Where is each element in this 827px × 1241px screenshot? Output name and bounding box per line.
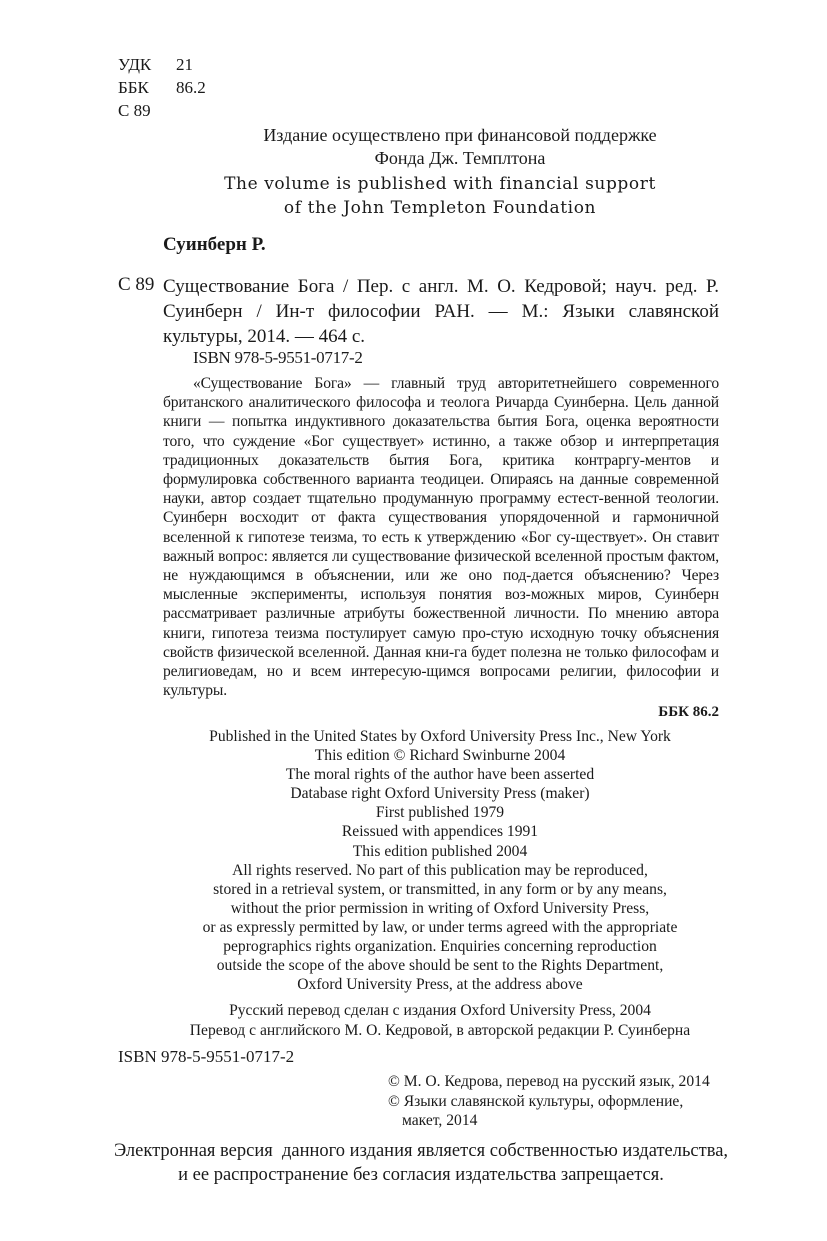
publication-line: peprographics rights organization. Enquiries concerning reproduction [223, 938, 657, 956]
publication-line: This edition © Richard Swinburne 2004 [314, 747, 566, 765]
bibliographic-code: С 89 [118, 274, 155, 295]
publication-line: without the prior permission in writing of Oxford University Press, [230, 899, 650, 917]
support-ru-line: Издание осуществлено при финансовой поддержке [263, 125, 657, 145]
bbk-code-right: ББК 86.2 [658, 704, 719, 720]
publication-line: Published in the United States by Oxford University Press Inc., New York [209, 728, 671, 745]
classification-key: ББК [118, 78, 149, 97]
copyright-line: © М. О. Кедрова, перевод на русский язык, 2014 [388, 1073, 710, 1090]
support-statement-ru [130, 124, 790, 170]
electronic-version-notice [60, 1139, 782, 1187]
isbn-bottom: ISBN 978-5-9551-0717-2 [118, 1047, 295, 1066]
translation-note [120, 1001, 760, 1040]
classification-value: 21 [176, 55, 193, 74]
publication-line: The moral rights of the author have been asserted [285, 766, 595, 784]
classification-value: 86.2 [176, 78, 206, 97]
classification-udk [118, 53, 193, 76]
support-en-line: The volume is published with financial support [224, 174, 656, 194]
classification-key: С 89 [118, 101, 151, 120]
classification-bbk [118, 76, 206, 99]
support-en-line: of the John Templeton Foundation [283, 198, 597, 218]
publication-line: All rights reserved. No part of this publication may be reproduced, [232, 861, 648, 879]
translation-line: Перевод с английского М. О. Кедровой, в авторской редакции Р. Суинберна [189, 1021, 691, 1039]
publication-info [120, 727, 760, 994]
isbn-top: ISBN 978-5-9551-0717-2 [193, 348, 363, 367]
footer-line: Электронная версия данного издания является собственностью издательства, [113, 1141, 729, 1161]
publication-line: Oxford University Press, at the address above [297, 976, 583, 994]
author-heading: Суинберн Р. [163, 234, 266, 255]
publication-line: or as expressly permitted by law, or under terms agreed with the appropriate [202, 918, 678, 936]
support-statement-en [100, 172, 780, 220]
copyright-line: макет, 2014 [402, 1112, 478, 1129]
publication-line: Database right Oxford University Press (maker) [290, 785, 590, 803]
publication-line: This edition published 2004 [352, 842, 528, 860]
bibliographic-text: Существование Бога / Пер. с англ. М. О. Кедровой; науч. ред. Р. Суинберн / Ин-т философии РАН. — М.: Языки славянской культуры, 2014. — 464 с. [163, 276, 719, 347]
publication-line: stored in a retrieval system, or transmitted, in any form or by any means, [213, 880, 667, 898]
abstract-paragraph: «Существование Бога» — главный труд авторитетнейшего современного британского аналитического философа и теолога Ричарда Суинберна. Цель данной книги — попытка индуктивного доказательства бытия Бога, оценка вероятности того, что суждение «Бог существует» истинно, а также обзор и интерпретация традиционных доказательств бытия Бога, критика контраргу-ментов и формулировка собственного варианта теодицеи. Опираясь на данные современной науки, автор создает тщательно продуманную программу естест-венной теологии. Суинберн восходит от факта существования упорядоченной и гармоничной вселенной к гипотезе теизма, то есть к утверждению «Бог су-ществует». Он ставит важный вопрос: является ли существование физической вселенной простым фактом, не нуждающимся в объяснении, или же оно под-дается объяснению? Через мысленные эксперименты, используя понятия воз-можных миров, Суинберн рассматривает различные атрибуты божественной личности. По мнению автора книги, гипотеза теизма постулирует самую про-стую исходную точку объяснения свойств физической вселенной. Данная кни-га будет полезна не только философам и религиоведам, но и всем интересую-щимся вопросами религии, философии и культуры. [163, 375, 719, 700]
publication-line: First published 1979 [375, 804, 505, 822]
copyright-line: © Языки славянской культуры, оформление, [388, 1092, 684, 1110]
classification-key: УДК [118, 55, 152, 74]
footer-line: и ее распространение без согласия издательства запрещается. [178, 1165, 664, 1185]
publication-line: outside the scope of the above should be sent to the Rights Department, [216, 957, 664, 975]
translation-line: Русский перевод сделан с издания Oxford University Press, 2004 [229, 1002, 651, 1019]
support-ru-line: Фонда Дж. Темплтона [374, 148, 546, 168]
bibliographic-description [163, 274, 719, 349]
copyright-block [388, 1072, 710, 1131]
classification-author-mark [118, 99, 176, 122]
publication-line: Reissued with appendices 1991 [341, 823, 539, 841]
